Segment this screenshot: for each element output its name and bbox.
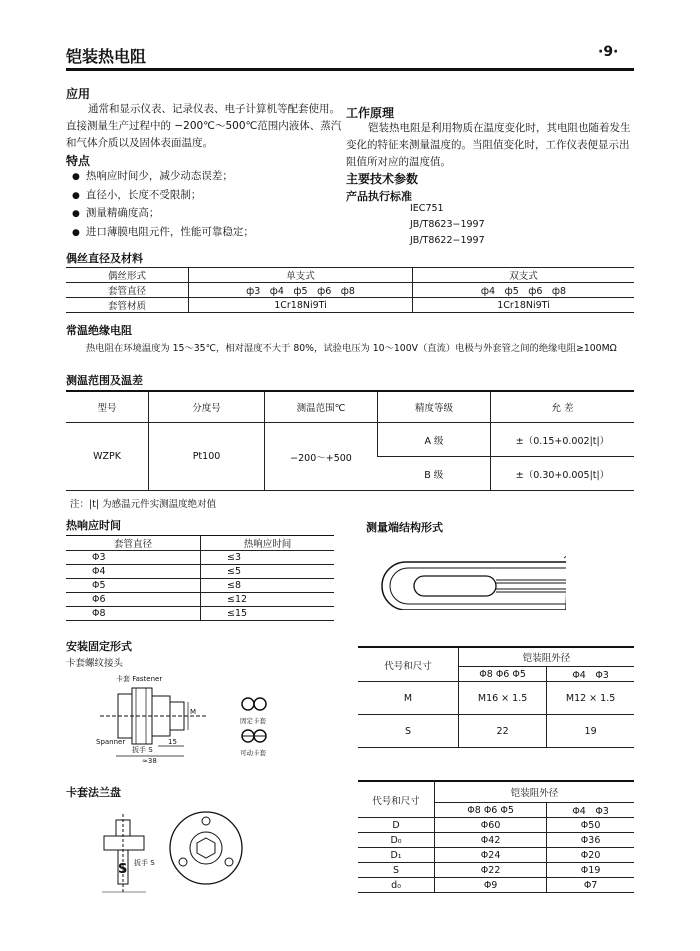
cell: Φ36 xyxy=(547,833,634,848)
cell: Φ5 xyxy=(66,579,201,593)
cell: M xyxy=(358,682,459,715)
cell: M12 × 1.5 xyxy=(547,682,634,715)
cell: ≤15 xyxy=(201,607,335,621)
specs-heading: 主要技术参数 xyxy=(346,172,419,186)
cell: 套管材质 xyxy=(66,298,189,313)
table-row xyxy=(66,298,634,313)
feature-item: ● 热响应时间少，减少动态误差； xyxy=(72,168,254,187)
cell: Φ4 xyxy=(66,565,201,579)
cell: 22 xyxy=(459,715,547,748)
table-row xyxy=(358,833,634,848)
table-row xyxy=(66,423,634,457)
table-row xyxy=(66,579,334,593)
table-row xyxy=(358,863,634,878)
couple-table xyxy=(66,267,634,313)
table-row xyxy=(66,283,634,298)
cell: Φ20 xyxy=(547,848,634,863)
cell: Φ7 xyxy=(547,878,634,893)
table-row xyxy=(66,607,334,621)
cell: 1Cr18Ni9Ti xyxy=(413,298,635,313)
response-table xyxy=(66,535,334,621)
feature-item: ● 进口薄膜电阻元件，性能可靠稳定； xyxy=(72,224,254,243)
cell: ф4 ф5 ф6 ф8 xyxy=(413,283,635,298)
application-line1: 通常和显示仪表、记录仪表、电子计算机等配套使用。 xyxy=(88,103,340,115)
table-row xyxy=(66,551,334,565)
flange-s-label: S xyxy=(118,862,128,877)
cell: 铠装阻外径 xyxy=(459,647,635,667)
cell: −200～+500 xyxy=(265,423,378,491)
cell: Φ8 Φ6 Φ5 xyxy=(435,803,547,818)
table-row xyxy=(358,781,634,803)
cell: Φ4 Φ3 xyxy=(547,667,634,682)
cell: A 级 xyxy=(378,423,491,457)
spanner-label: Spanner xyxy=(96,738,126,746)
cell: 热响应时间 xyxy=(201,536,335,551)
table-row xyxy=(358,715,634,748)
probe-tip-diagram xyxy=(366,550,566,610)
standard-item: JB/T8623−1997 xyxy=(410,219,485,230)
cell: 套管直径 xyxy=(66,536,201,551)
range-note: 注：|t| 为感温元件实测温度绝对值 xyxy=(70,499,217,510)
cell: Φ8 Φ6 Φ5 xyxy=(459,667,547,682)
cell: Φ60 xyxy=(435,818,547,833)
cell: Φ4 Φ3 xyxy=(547,803,634,818)
table-row xyxy=(66,536,334,551)
mount-sub: 卡套螺纹接头 xyxy=(66,658,124,669)
flange-side-diagram xyxy=(96,810,156,900)
page-number: ·9· xyxy=(598,44,619,60)
cell: Φ42 xyxy=(435,833,547,848)
insulation-heading: 常温绝缘电阻 xyxy=(66,324,132,337)
cell: 测温范围℃ xyxy=(265,391,378,423)
cell: ≤5 xyxy=(201,565,335,579)
cell: ±（0.15+0.002|t|） xyxy=(491,423,635,457)
cell: S xyxy=(358,863,435,878)
cell: 代号和尺寸 xyxy=(358,781,435,818)
cell: Φ6 xyxy=(66,593,201,607)
page-title: 铠装热电阻 xyxy=(66,47,147,66)
table-row xyxy=(66,268,634,283)
dim-15-label: 15 xyxy=(168,738,177,746)
cell: Φ19 xyxy=(547,863,634,878)
cell: ≤3 xyxy=(201,551,335,565)
cell: Φ8 xyxy=(66,607,201,621)
cell: 单支式 xyxy=(189,268,413,283)
cell: D xyxy=(358,818,435,833)
principle-line3: 阻值所对应的温度值。 xyxy=(346,156,451,168)
feature-item: ● 直径小，长度不受限制； xyxy=(72,187,254,206)
cell: ≤12 xyxy=(201,593,335,607)
cell: 1Cr18Ni9Ti xyxy=(189,298,413,313)
application-line3: 和气体介质以及固体表面温度。 xyxy=(66,137,213,149)
features-heading: 特点 xyxy=(66,154,91,168)
thread-size-table xyxy=(358,646,634,748)
couple-heading: 偶丝直径及材料 xyxy=(66,252,143,265)
table-row xyxy=(66,593,334,607)
dim-m-label: M xyxy=(190,708,197,716)
cell: d₀ xyxy=(358,878,435,893)
cell: Φ50 xyxy=(547,818,634,833)
cell: 双支式 xyxy=(413,268,635,283)
table-row xyxy=(358,848,634,863)
cell: Φ3 xyxy=(66,551,201,565)
cell: D₁ xyxy=(358,848,435,863)
application-line2: 直接测量生产过程中的 −200℃～500℃范围内液体、蒸汽 xyxy=(66,120,342,132)
flange-heading: 卡套法兰盘 xyxy=(66,786,121,799)
cell: M16 × 1.5 xyxy=(459,682,547,715)
cell: B 级 xyxy=(378,457,491,491)
wrench-label: 扳手 S xyxy=(132,746,153,754)
cell: D₀ xyxy=(358,833,435,848)
cell: 允 差 xyxy=(491,391,635,423)
cell: S xyxy=(358,715,459,748)
cell: ф3 ф4 ф5 ф6 ф8 xyxy=(189,283,413,298)
cell: 型号 xyxy=(66,391,149,423)
principle-line1: 铠装热电阻是利用物质在温度变化时，其电阻也随着发生 xyxy=(368,122,631,134)
table-row xyxy=(66,391,634,423)
cell: ±（0.30+0.005|t|） xyxy=(491,457,635,491)
dim-38-label: ≈38 xyxy=(142,757,157,765)
range-heading: 测温范围及温差 xyxy=(66,374,143,387)
standards-heading: 产品执行标准 xyxy=(346,190,412,203)
mount-heading: 安装固定形式 xyxy=(66,640,132,653)
cell: Φ22 xyxy=(435,863,547,878)
cell: Φ24 xyxy=(435,848,547,863)
cell: 代号和尺寸 xyxy=(358,647,459,682)
cell: 偶丝形式 xyxy=(66,268,189,283)
movable-ferrule-label: 可动卡套 xyxy=(240,749,266,757)
fastener-label: 卡套 Fastener xyxy=(116,675,163,683)
cell: WZPK xyxy=(66,423,149,491)
flange-front-diagram xyxy=(168,800,248,890)
range-table xyxy=(66,390,634,491)
cell: Pt100 xyxy=(149,423,265,491)
cell: ≤8 xyxy=(201,579,335,593)
principle-line2: 变化的特征来测量温度的。当阻值变化时，工作仪表便显示出 xyxy=(346,139,630,151)
standard-item: JB/T8622−1997 xyxy=(410,235,485,246)
table-row xyxy=(358,878,634,893)
header-rule xyxy=(66,68,634,71)
table-row xyxy=(66,565,334,579)
structure-heading: 测量端结构形式 xyxy=(366,521,443,534)
flange-wrench-label: 扳手 S xyxy=(134,859,155,867)
cell: 精度等级 xyxy=(378,391,491,423)
flange-size-table xyxy=(358,780,634,893)
cell: 19 xyxy=(547,715,634,748)
features-list xyxy=(72,168,254,242)
application-heading: 应用 xyxy=(66,87,91,101)
response-heading: 热响应时间 xyxy=(66,519,121,532)
cell: Φ9 xyxy=(435,878,547,893)
table-row xyxy=(358,818,634,833)
table-row xyxy=(358,647,634,667)
principle-heading: 工作原理 xyxy=(346,106,395,120)
cell: 铠装阻外径 xyxy=(435,781,635,803)
feature-item: ● 测量精确度高； xyxy=(72,205,254,224)
standard-item: IEC751 xyxy=(410,203,444,214)
cell: 分度号 xyxy=(149,391,265,423)
table-row xyxy=(358,682,634,715)
fixed-ferrule-label: 固定卡套 xyxy=(240,717,266,725)
insulation-text: 热电阻在环境温度为 15～35℃，相对湿度不大于 80%，试验电压为 10～100V（直流）电极与外套管之间的绝缘电阻≥100MΩ xyxy=(86,343,617,354)
cell: 套管直径 xyxy=(66,283,189,298)
